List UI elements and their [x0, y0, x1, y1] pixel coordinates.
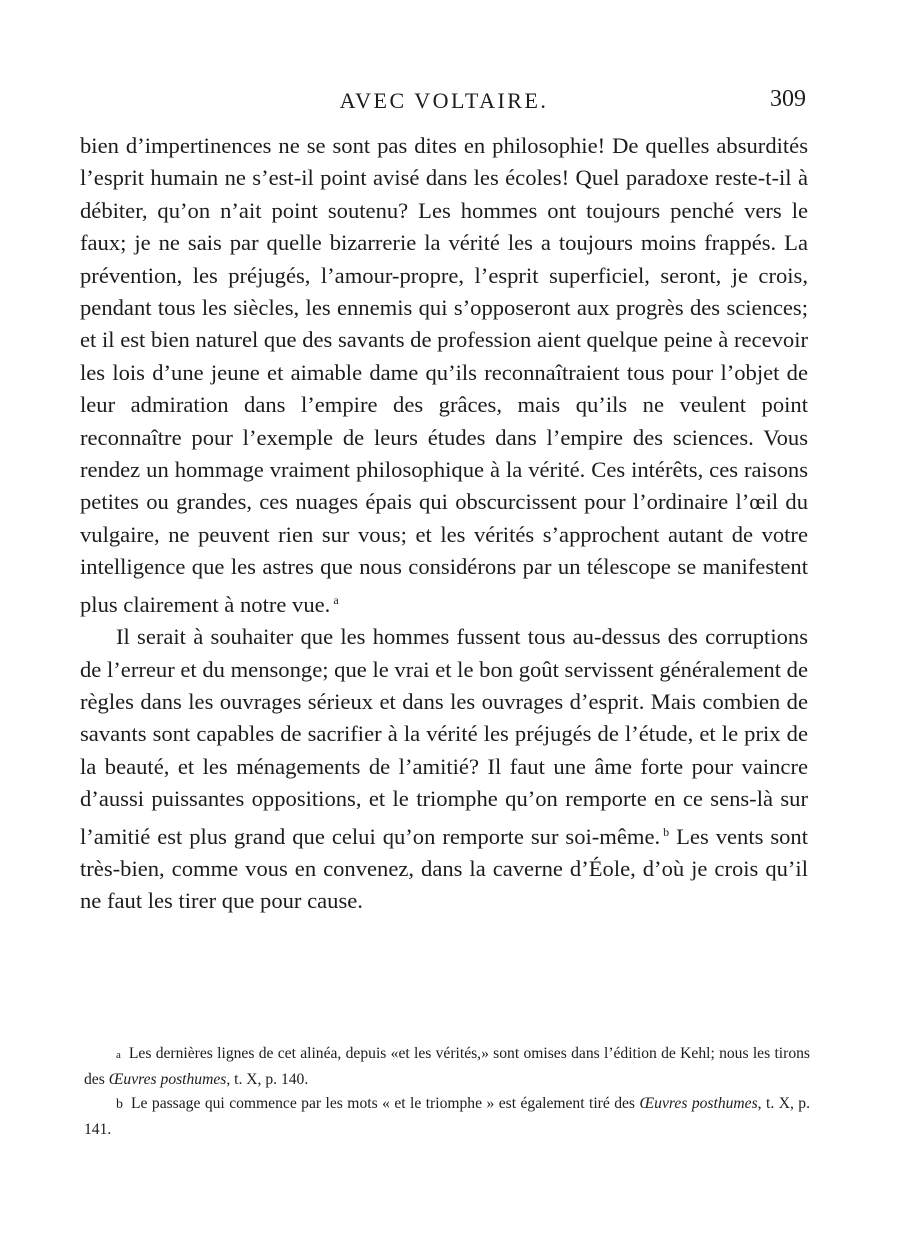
footnotes	[84, 1042, 810, 1142]
footnote-a-title: Œuvres posthumes	[108, 1070, 227, 1088]
footnote-a-citation: , t. X, p. 140.	[226, 1070, 309, 1088]
paragraph-1	[80, 130, 808, 621]
running-head	[80, 84, 808, 124]
footnote-b-citation: , t. X, p. 141.	[84, 1095, 810, 1138]
footnote-b-title: Œuvres posthumes	[639, 1095, 758, 1112]
footnote-a	[84, 1042, 810, 1092]
paragraph-2-text-continued: Les vents sont très-bien, comme vous en convenez, dans la caverne d’Éole, d’où je crois qu’il ne faut les tirer que pour cause.	[80, 823, 809, 914]
footnote-mark-b: b	[116, 1097, 123, 1112]
footnote-ref-b: b	[663, 824, 670, 839]
footnote-a-text: Les dernières lignes de cet alinéa, depuis «et les vérités,» sont omises dans l’édition de Kehl; nous les tirons des	[84, 1045, 810, 1088]
running-title: AVEC VOLTAIRE.	[339, 88, 549, 113]
paragraph-2	[80, 621, 808, 918]
footnote-ref-a: a	[333, 592, 339, 607]
body-text	[80, 130, 808, 918]
footnote-mark-a: a	[116, 1049, 121, 1061]
page-number: 309	[770, 86, 806, 112]
footnote-b	[84, 1092, 810, 1142]
paragraph-1-text: bien d’impertinences ne se sont pas dites en philosophie! De quelles absurdités l’esprit humain ne s’est-il point avisé dans les écoles! Quel paradoxe reste-t-il à débiter, qu’on n’ait point soutenu? Les hommes ont toujours penché vers le faux; je ne sais par quelle bizarrerie la vérité les a toujours moins frappés. La prévention, les préjugés, l’amour-propre, l’esprit superficiel, seront, je crois, pendant tous les siècles, les ennemis qui s’opposeront aux progrès des sciences; et il est bien naturel que des savants de profession aient quelque peine à recevoir les lois d’une jeune et aimable dame qu’ils reconnaîtraient tous pour l’objet de leur admiration dans l’empire des grâces, mais qu’ils ne veulent point reconnaître pour l’exemple de leurs études dans l’empire des sciences. Vous rendez un hommage vraiment philosophique à la vérité. Ces intérêts, ces raisons petites ou grandes, ces nuages épais qui obscurcissent pour l’ordinaire l’œil du vulgaire, ne peuvent rien sur vous; et les vérités s’approchent autant de votre intelligence que les astres que nous considérons par un télescope se manifestent plus clairement à notre vue.	[80, 133, 808, 617]
footnote-b-text: Le passage qui commence par les mots « et le triomphe » est également tiré des	[131, 1095, 636, 1112]
paragraph-2-text: Il serait à souhaiter que les hommes fussent tous au-dessus des corruptions de l’erreur et du mensonge; que le vrai et le bon goût servissent généralement de règles dans les ouvrages sérieux et dans les ouvrages d’esprit. Mais combien de savants sont capables de sacrifier à la vérité les préjugés de l’étude, et le prix de la beauté, et les ménagements de l’amitié? Il faut une âme forte pour vaincre d’aussi puissantes oppositions, et le triomphe qu’on remporte en ce sens-là sur l’amitié est plus grand que celui qu’on remporte sur soi-même.	[80, 624, 808, 849]
